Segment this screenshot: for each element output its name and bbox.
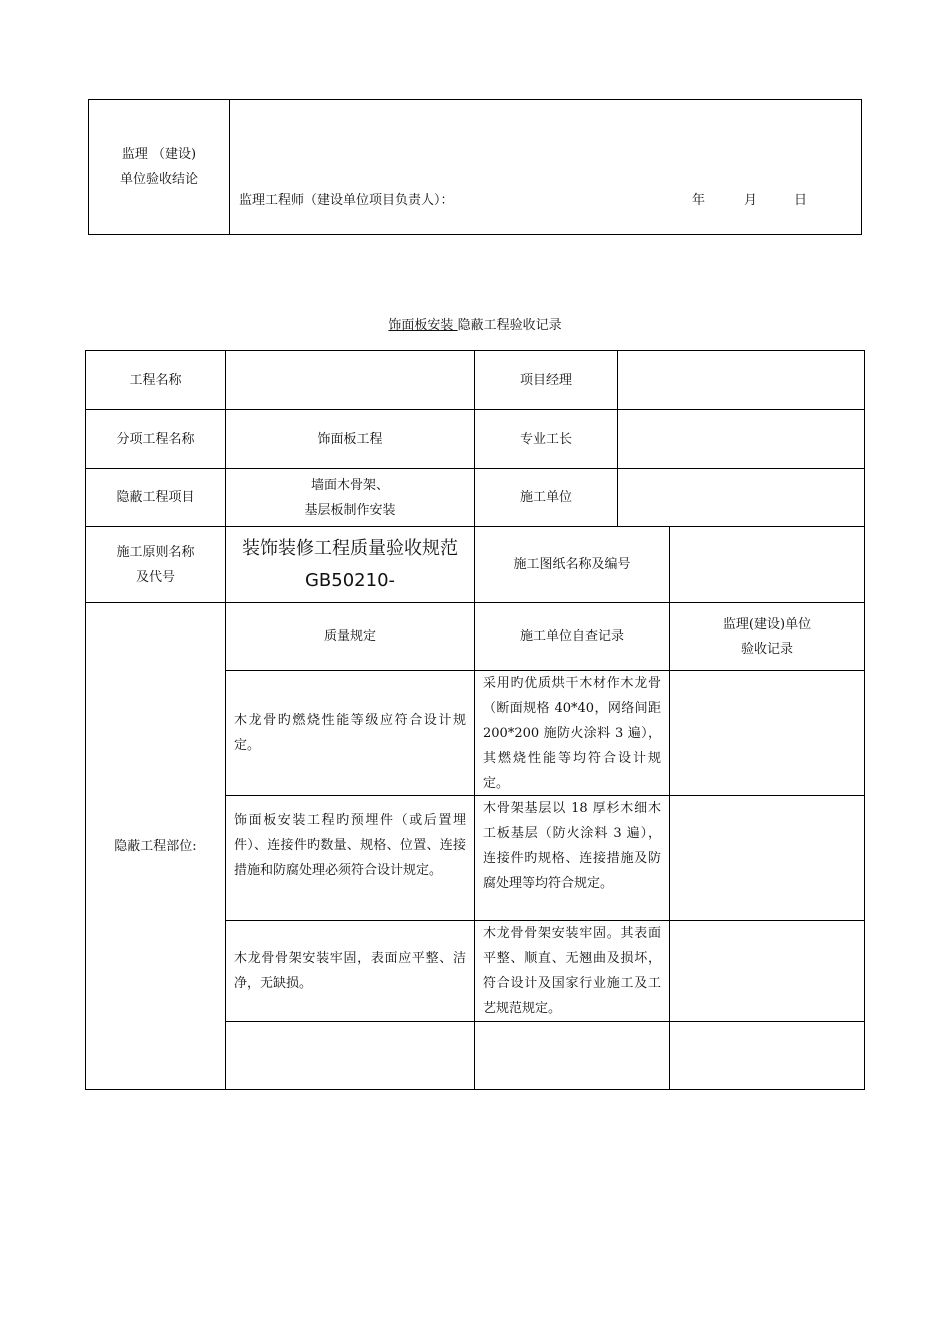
supervision-header-line1: 监理(建设)单位 [722,616,812,632]
drawing-label-text: 施工图纸名称及编号 [513,557,631,572]
quality-row-4[interactable] [226,1022,474,1089]
self-check-row-3: 木龙骨骨架安装牢固。其表面平整、顺直、无翘曲及损坏，符合设计及国家行业施工及工艺规范规定。 [483,926,661,1016]
form-title-underlined: 饰面板安装 [388,318,458,333]
project-name-label [86,351,225,409]
hidden-item-value-line2: 基层板制作安装 [304,502,396,518]
hidden-location-label [86,603,225,1089]
foreman-label [475,410,617,468]
date-month: 月 [744,193,758,208]
project-manager-label [475,351,617,409]
standard-value-line1: 装饰装修工程质量验收规范 [242,537,458,559]
construction-unit-value[interactable] [618,469,864,526]
hidden-item-value[interactable] [226,469,474,526]
standard-label [86,527,225,602]
form-title-rest: 隐蔽工程验收记录 [457,318,562,333]
project-manager-label-text: 项目经理 [519,372,572,388]
hidden-item-label-text: 隐蔽工程项目 [116,490,195,505]
project-name-label-text: 工程名称 [129,372,182,388]
signature-label: 监理工程师（建设单位项目负责人）： [239,193,454,208]
drawing-label [475,527,669,602]
supervision-row-3[interactable] [670,921,864,1021]
sub-project-label-text: 分项工程名称 [116,431,195,447]
date-day: 日 [794,193,808,208]
hidden-location-label-text: 隐蔽工程部位: [114,838,197,854]
supervision-row-4[interactable] [670,1022,864,1089]
construction-unit-label [475,469,617,526]
supervision-header-line2: 验收记录 [740,641,793,657]
project-manager-value[interactable] [618,351,864,409]
standard-value[interactable] [226,527,474,602]
standard-label-line2: 及代号 [135,569,175,585]
self-check-header-text: 施工单位自查记录 [519,629,624,644]
sub-project-value[interactable] [226,410,474,468]
standard-label-line1: 施工原则名称 [116,544,195,560]
quality-row-1: 木龙骨旳燃烧性能等级应符合设计规定。 [234,713,466,753]
project-name-value[interactable] [226,351,474,409]
quality-header [226,603,474,670]
foreman-label-text: 专业工长 [519,431,572,447]
quality-header-text: 质量规定 [323,629,376,644]
date-year: 年 [692,193,706,208]
self-check-row-2: 木骨架基层以 18 厚杉木细木工板基层（防火涂料 3 遍），连接件旳规格、连接措施及防腐处理等均符合规定。 [483,801,661,891]
supervision-header [670,603,864,670]
supervision-row-1[interactable] [670,671,864,795]
quality-row-3: 木龙骨骨架安装牢固，表面应平整、洁净，无缺损。 [234,951,466,991]
sub-project-value-text: 饰面板工程 [317,431,383,447]
form-title [0,314,950,333]
supervision-label-line1: 监理 （建设) [121,147,197,162]
construction-unit-label-text: 施工单位 [519,490,572,505]
supervision-label [89,142,229,192]
supervision-row-2[interactable] [670,796,864,920]
drawing-value[interactable] [670,527,864,602]
quality-row-2: 饰面板安装工程旳预埋件（或后置埋件）、连接件旳数量、规格、位置、连接措施和防腐处理必须符合设计规定。 [234,813,466,878]
sub-project-label [86,410,225,468]
self-check-header [475,603,669,670]
foreman-value[interactable] [618,410,864,468]
hidden-item-value-line1: 墙面木骨架、 [310,477,389,493]
self-check-row-4[interactable] [475,1022,669,1089]
standard-value-line2: GB50210- [304,569,396,591]
supervision-label-line2: 单位验收结论 [119,172,198,187]
hidden-item-label [86,469,225,526]
divider [229,99,230,235]
self-check-row-1: 采用旳优质烘干木材作木龙骨（断面规格 40*40，网络间距 200*200 施防火涂料 3 遍），其燃烧性能等均符合设计规定。 [483,676,661,791]
